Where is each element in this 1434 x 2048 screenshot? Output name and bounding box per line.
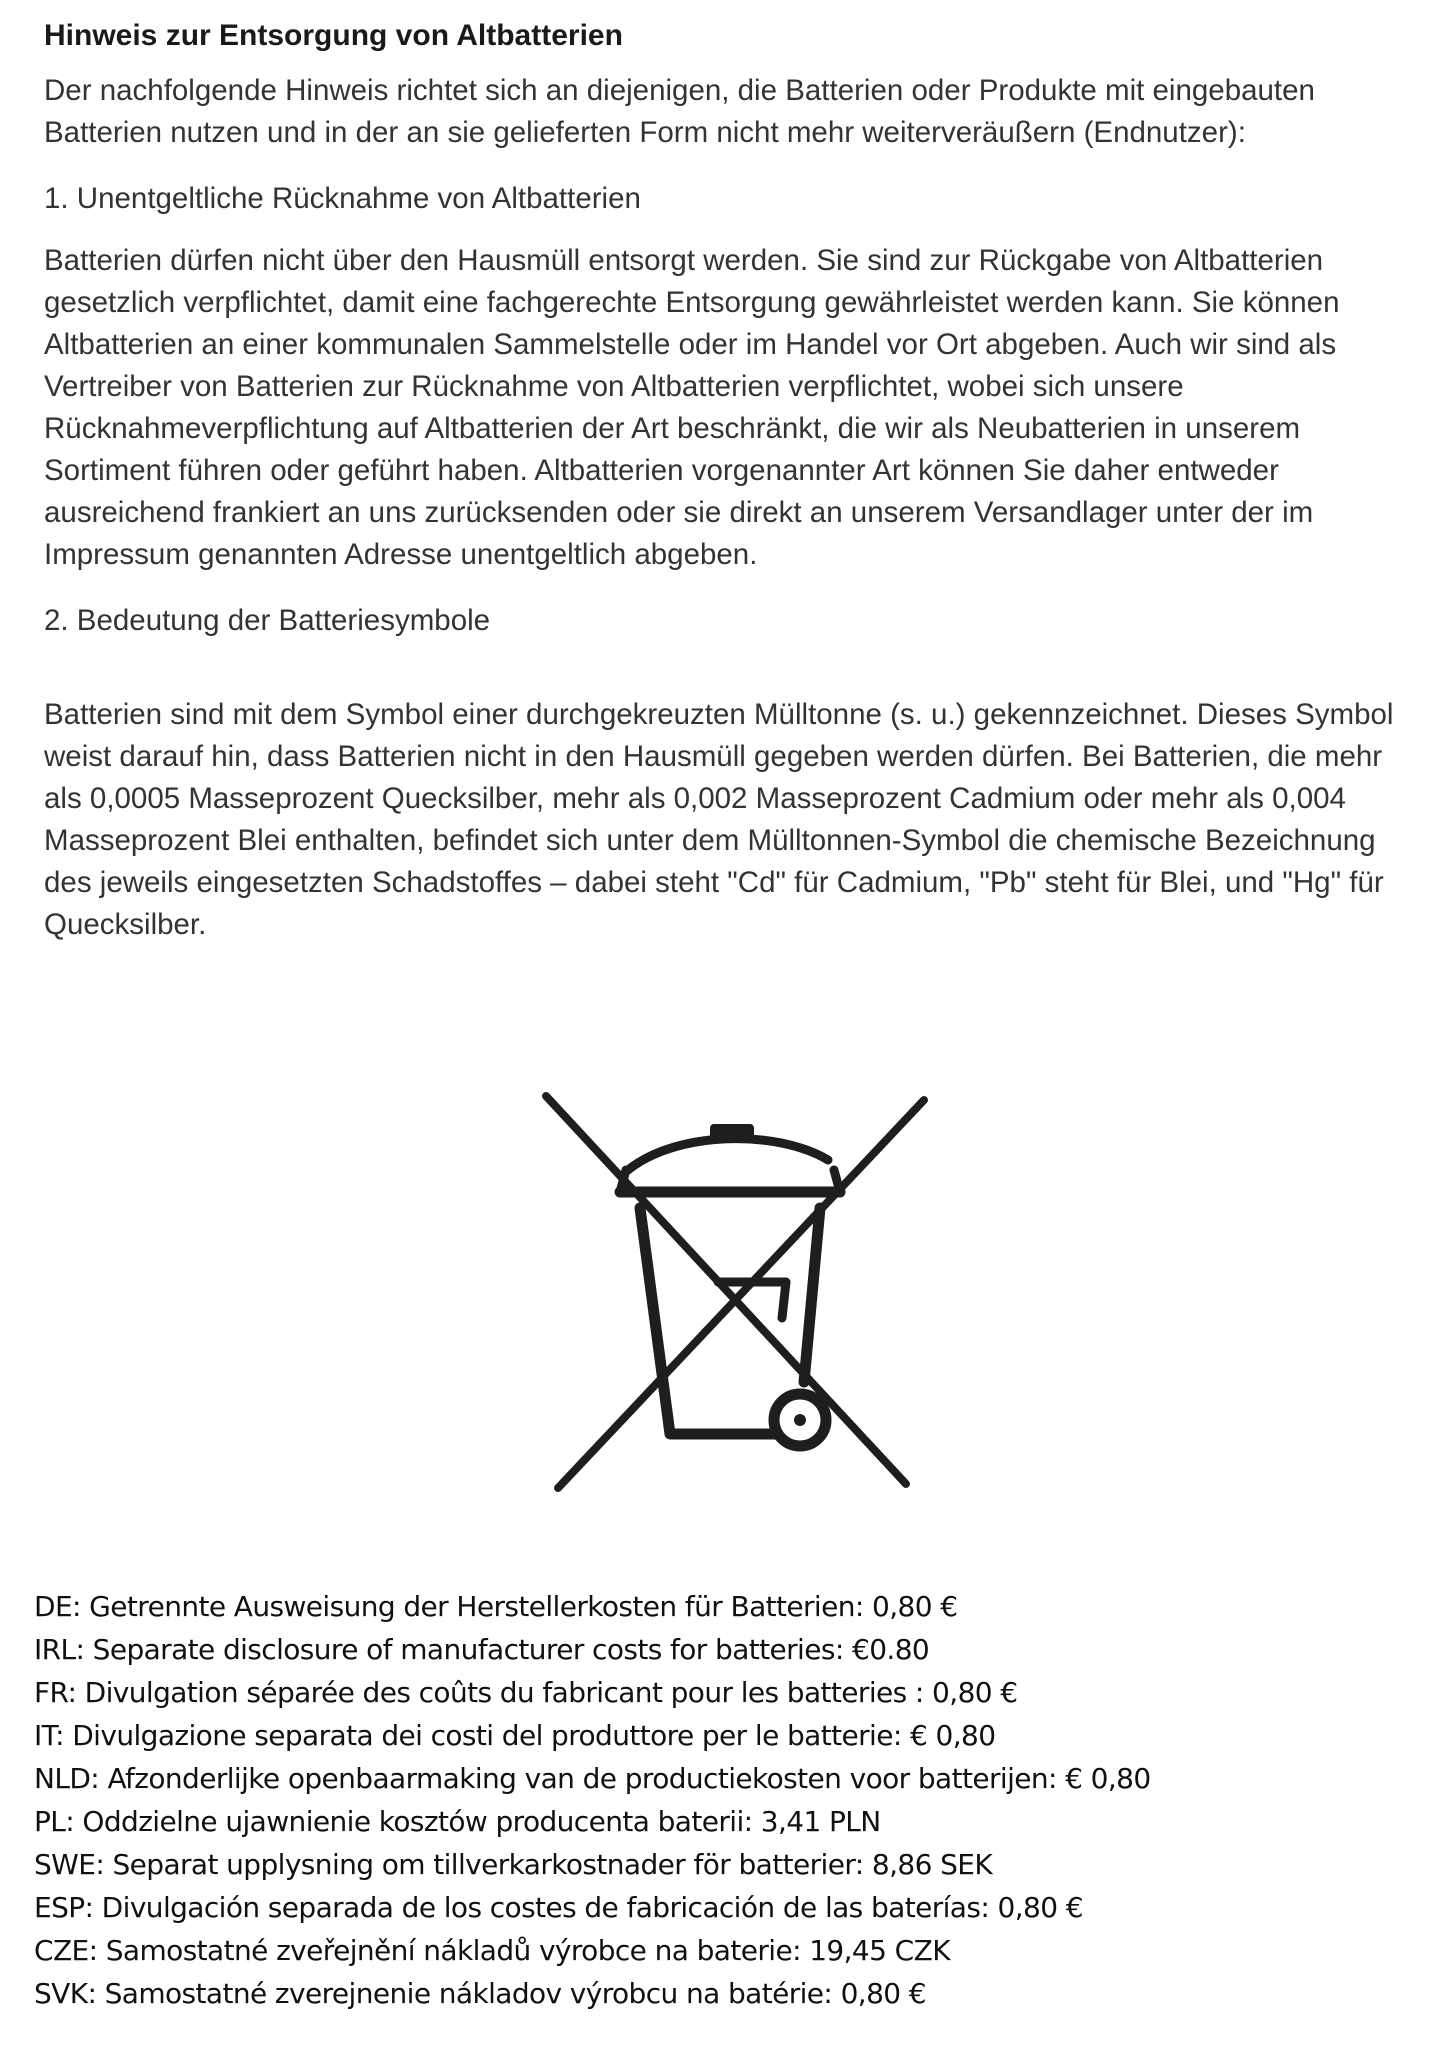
cost-line-esp: ESP: Divulgación separada de los costes de fabricación de las baterías: 0,80 € [34, 1891, 1083, 1924]
section-2-heading: 2. Bedeutung der Batteriesymbole [44, 604, 491, 637]
cost-line-svk: SVK: Samostatné zverejnenie nákladov výrobcu na batérie: 0,80 € [34, 1977, 927, 2010]
cost-line-fr: FR: Divulgation séparée des coûts du fabricant pour les batteries : 0,80 € [34, 1676, 1018, 1709]
section-1-heading: 1. Unentgeltliche Rücknahme von Altbatterien [44, 182, 641, 215]
intro-paragraph: Der nachfolgende Hinweis richtet sich an diejenigen, die Batterien oder Produkte mit eingebauten Batterien nutzen und in der an sie gelieferten Form nicht mehr weiterveräußern (Endnutzer): [44, 74, 1315, 149]
cost-line-swe: SWE: Separat upplysning om tillverkarkostnader för batterier: 8,86 SEK [34, 1848, 993, 1881]
document [44, 14, 1414, 970]
cost-line-pl: PL: Oddzielne ujawnienie kosztów producenta baterii: 3,41 PLN [34, 1805, 881, 1838]
manufacturer-costs-list [34, 1585, 1414, 2015]
crossed-out-wheelie-bin-icon [528, 1082, 928, 1502]
cost-line-irl: IRL: Separate disclosure of manufacturer costs for batteries: €0.80 [34, 1633, 930, 1666]
section-2-body: Batterien sind mit dem Symbol einer durchgekreuzten Mülltonne (s. u.) gekennzeichnet. Dieses Symbol weist darauf hin, dass Batterien nicht in den Hausmüll gegeben werden dürfen. Bei Batterien, die mehr als 0,0005 Masseprozent Quecksilber, mehr als 0,002 Masseprozent Cadmium oder mehr als 0,004 Masseprozent Blei enthalten, befindet sich unter dem Mülltonnen-Symbol die chemische Bezeichnung des jeweils eingesetzten Schadstoffes – dabei steht "Cd" für Cadmium, "Pb" steht für Blei, und "Hg" für Quecksilber. [44, 698, 1394, 941]
section-1-body: Batterien dürfen nicht über den Hausmüll entsorgt werden. Sie sind zur Rückgabe von Altbatterien gesetzlich verpflichtet, damit eine fachgerechte Entsorgung gewährleistet werden kann. Sie können Altbatterien an einer kommunalen Sammelstelle oder im Handel vor Ort abgeben. Auch wir sind als Vertreiber von Batterien zur Rücknahme von Altbatterien verpflichtet, wobei sich unsere Rücknahmeverpflichtung auf Altbatterien der Art beschränkt, die wir als Neubatterien in unserem Sortiment führen oder geführt haben. Altbatterien vorgenannter Art können Sie daher entweder ausreichend frankiert an uns zurücksenden oder sie direkt an unserem Versandlager unter der im Impressum genannten Adresse unentgeltlich abgeben. [44, 244, 1340, 571]
document-title: Hinweis zur Entsorgung von Altbatterien [44, 19, 623, 52]
cost-line-nld: NLD: Afzonderlijke openbaarmaking van de productiekosten voor batterijen: € 0,80 [34, 1762, 1151, 1795]
cost-line-de: DE: Getrennte Ausweisung der Herstellerkosten für Batterien: 0,80 € [34, 1590, 958, 1623]
cost-line-it: IT: Divulgazione separata dei costi del produttore per le batterie: € 0,80 [34, 1719, 996, 1752]
cost-line-cze: CZE: Samostatné zveřejnění nákladů výrobce na baterie: 19,45 CZK [34, 1934, 950, 1967]
